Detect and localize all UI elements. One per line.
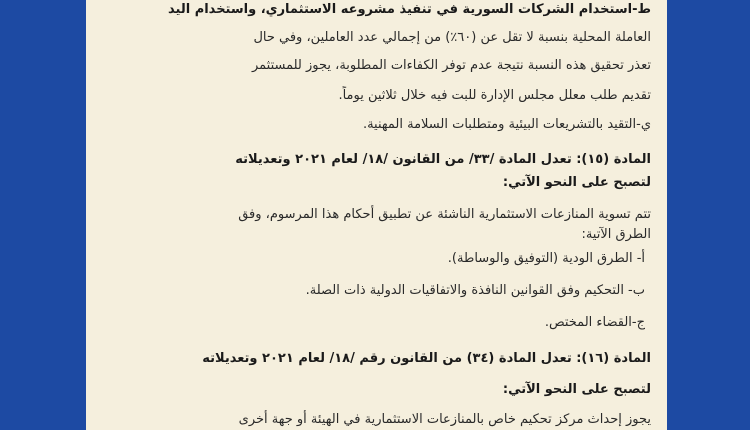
article-15-item-a: أ- الطرق الودية (التوفيق والوساطة). [447, 251, 645, 266]
article-15-intro-line-1: تتم تسوية المنازعات الاستثمارية الناشئة عن تطبيق أحكام هذا المرسوم، وفق [238, 207, 651, 222]
paragraph-t-line-4: تقديم طلب معلل مجلس الإدارة للبت فيه خلال ثلاثين يوماً. [338, 88, 651, 103]
paragraph-y: ي-التقيد بالتشريعات البيئية ومتطلبات السلامة المهنية. [362, 117, 651, 132]
article-15-item-b: ب- التحكيم وفق القوانين النافذة والاتفاقيات الدولية ذات الصلة. [305, 283, 645, 298]
article-16-heading-line-2: لتصبح على النحو الآتي: [502, 382, 651, 397]
article-15-intro-line-2: الطرق الآتية: [581, 227, 651, 242]
article-16-heading-line-1: المادة (١٦): تعدل المادة (٣٤) من القانون رقم /١٨/ لعام ٢٠٢١ وتعديلاته [202, 351, 651, 366]
article-15-heading-line-2: لتصبح على النحو الآتي: [502, 175, 651, 190]
article-16-body-line-1: يجوز إحداث مركز تحكيم خاص بالمنازعات الاستثمارية في الهيئة أو جهة أخرى [238, 412, 651, 427]
paragraph-t-line-1: ط-استخدام الشركات السورية في تنفيذ مشروعه الاستثماري، واستخدام اليد [168, 2, 651, 17]
paragraph-t-line-3: تعذر تحقيق هذه النسبة نتيجة عدم توفر الكفاءات المطلوبة، يجوز للمستثمر [251, 58, 651, 73]
article-15-heading-line-1: المادة (١٥): تعدل المادة /٣٣/ من القانون /١٨/ لعام ٢٠٢١ وتعديلاته [235, 152, 651, 167]
document-page [86, 0, 667, 430]
article-15-item-c: ج-القضاء المختص. [544, 315, 645, 330]
paragraph-t-line-2: العاملة المحلية بنسبة لا تقل عن (٦٠٪) من إجمالي عدد العاملين، وفي حال [253, 30, 651, 45]
